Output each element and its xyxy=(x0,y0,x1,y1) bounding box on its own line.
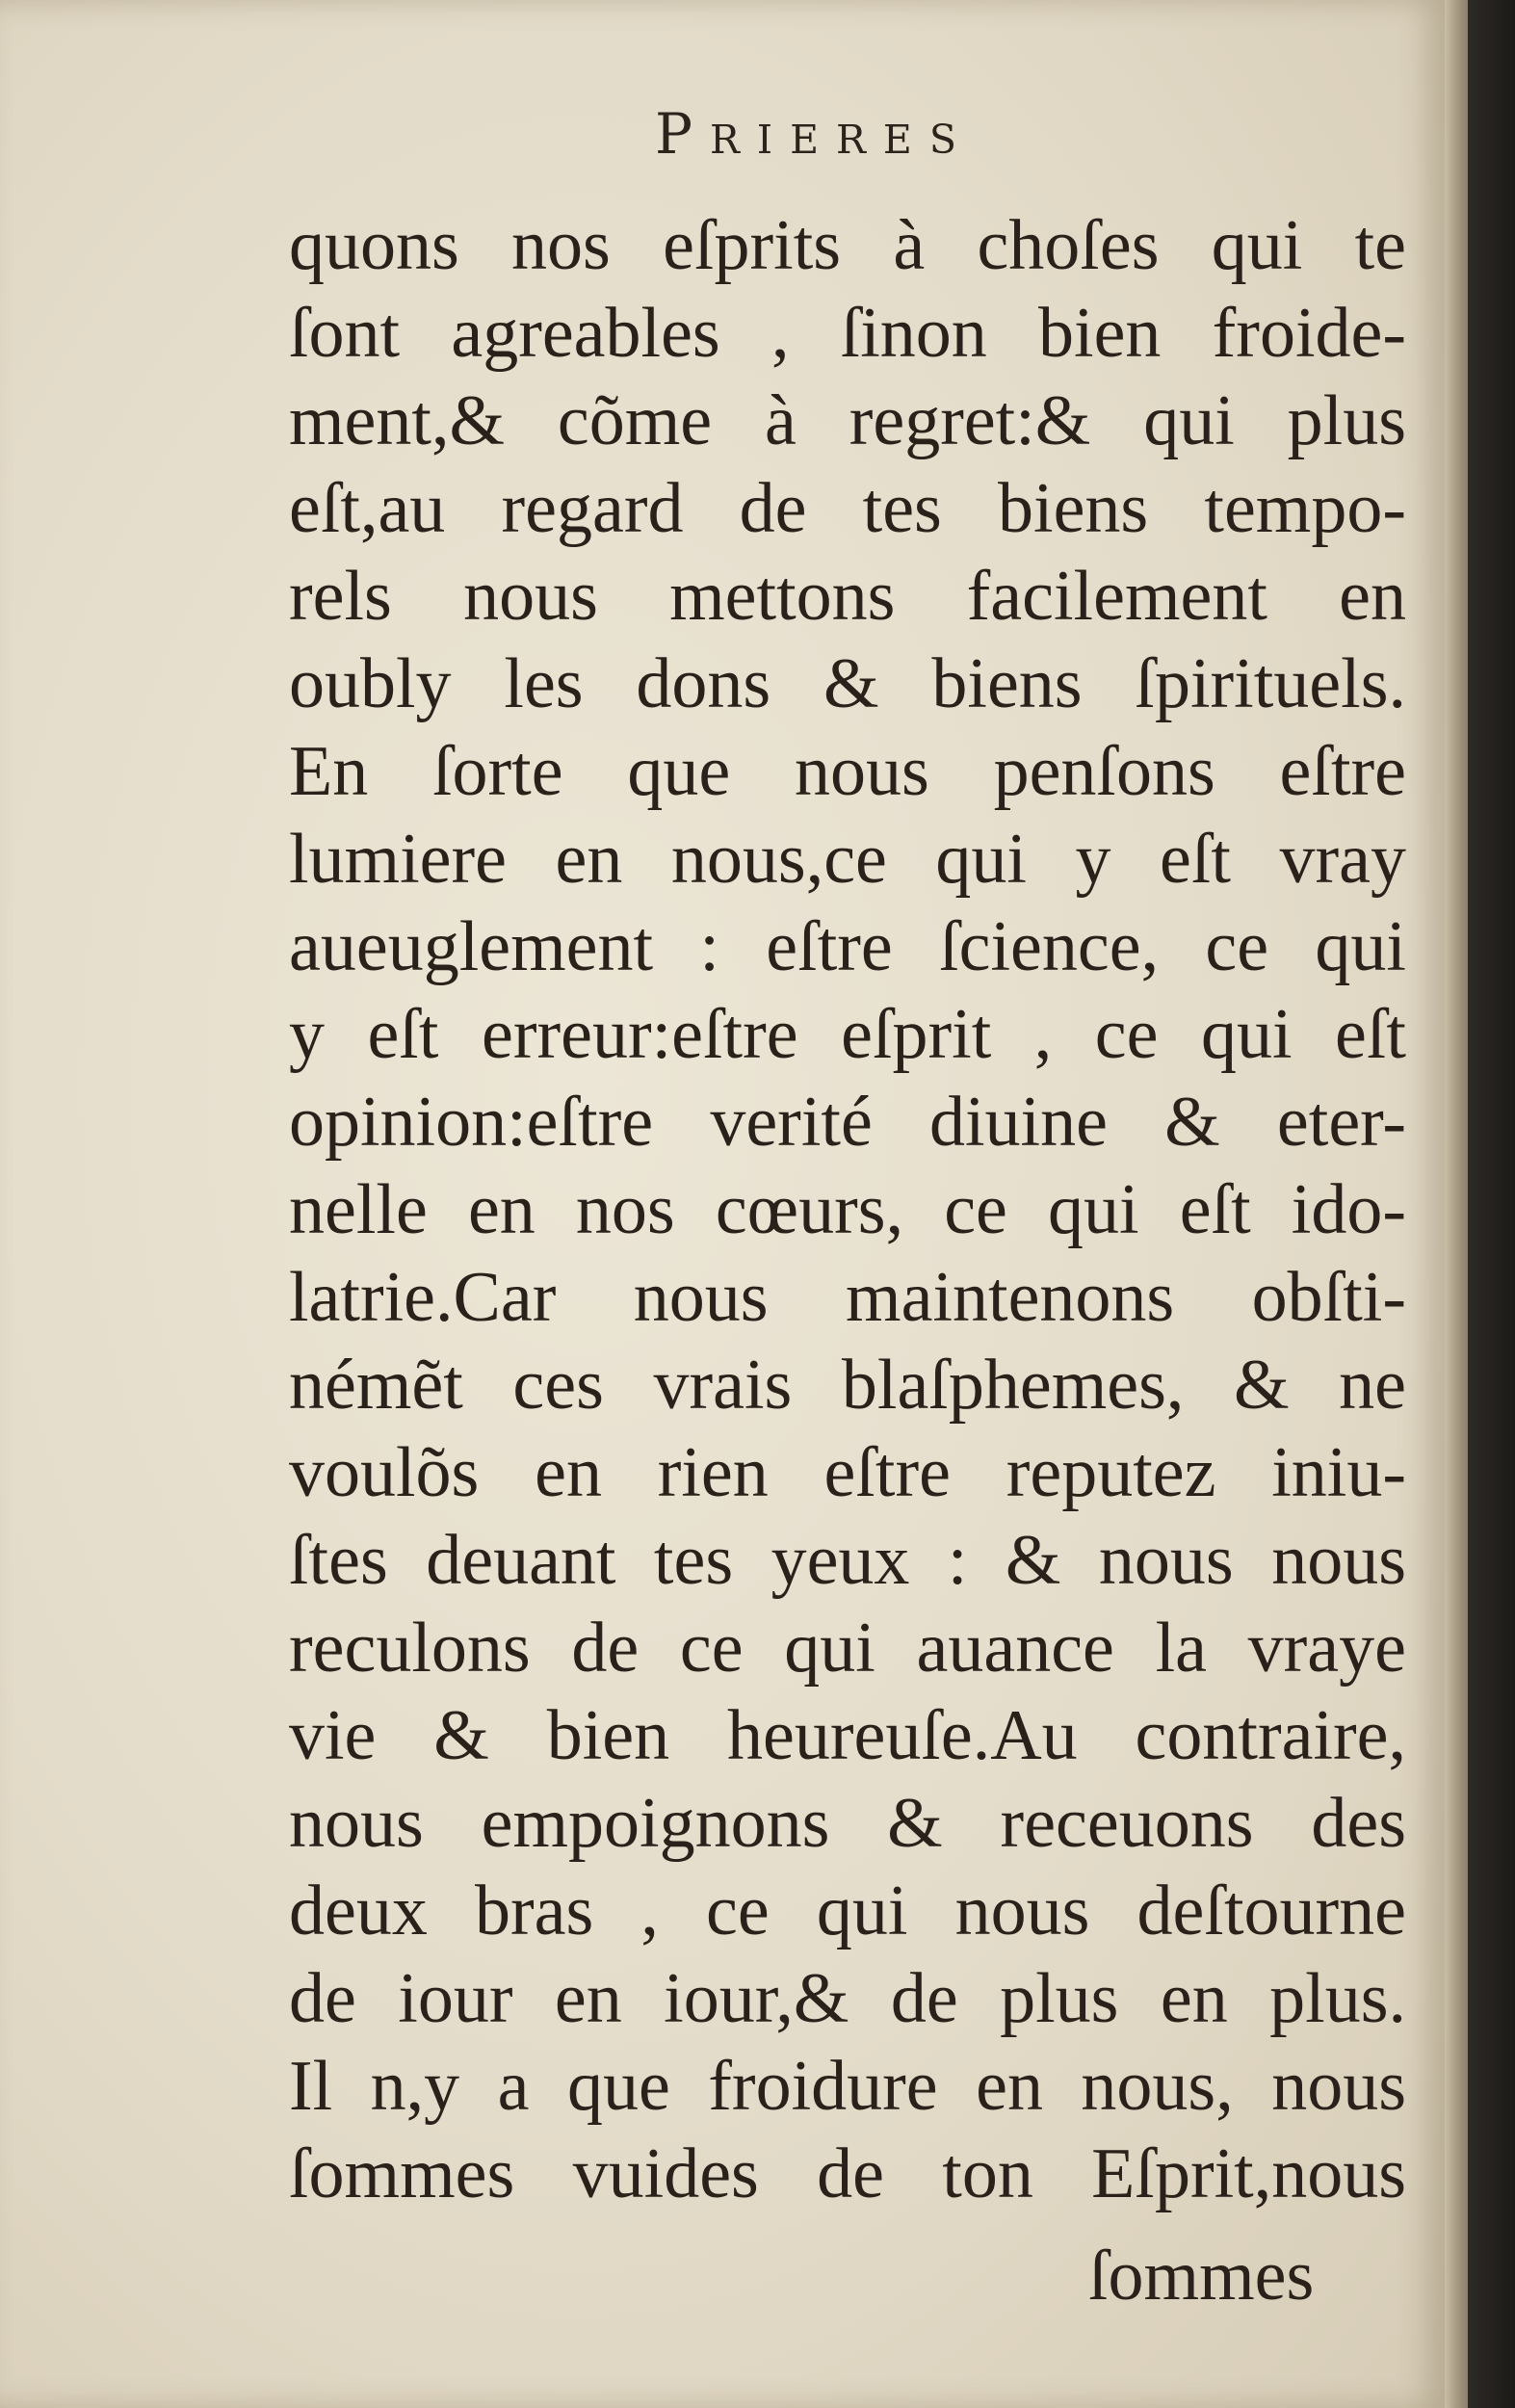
text-line: reculons de ce qui auance la vraye xyxy=(289,1609,1406,1688)
text-line: aueuglement : eſtre ſcience, ce qui xyxy=(289,907,1406,986)
text-line: voulõs en rien eſtre reputez iniu- xyxy=(289,1433,1406,1512)
catchword: ſommes xyxy=(1088,2237,1315,2316)
text-line: oubly les dons & biens ſpirituels. xyxy=(289,644,1406,723)
text-line: deux bras , ce qui nous deſtourne xyxy=(289,1871,1406,1950)
text-line: némẽt ces vrais blaſphemes, & ne xyxy=(289,1346,1406,1425)
page-edge xyxy=(1445,0,1468,2408)
text-line: ſont agreables , ſinon bien froide- xyxy=(289,294,1406,373)
text-line: rels nous mettons facilement en xyxy=(289,557,1406,636)
book-binding xyxy=(1468,0,1515,2408)
text-line: Il n,y a que froidure en nous, nous xyxy=(289,2047,1406,2126)
running-head: Prieres xyxy=(655,101,974,167)
text-line: opinion:eſtre verité diuine & eter- xyxy=(289,1083,1406,1162)
text-line: quons nos eſprits à choſes qui te xyxy=(289,206,1406,285)
text-line: vie & bien heureuſe.Au contraire, xyxy=(289,1696,1406,1775)
text-line: ment,& cõme à regret:& qui plus xyxy=(289,381,1406,460)
text-line: nelle en nos cœurs, ce qui eſt ido- xyxy=(289,1170,1406,1249)
text-line: de iour en iour,& de plus en plus. xyxy=(289,1959,1406,2038)
text-line: eſt,au regard de tes biens tempo- xyxy=(289,469,1406,548)
text-line: latrie.Car nous maintenons obſti- xyxy=(289,1258,1406,1337)
text-line: nous empoignons & receuons des xyxy=(289,1784,1406,1863)
text-line: lumiere en nous,ce qui y eſt vray xyxy=(289,820,1406,899)
text-line: y eſt erreur:eſtre eſprit , ce qui eſt xyxy=(289,995,1406,1074)
text-line: En ſorte que nous penſons eſtre xyxy=(289,732,1406,811)
text-line: ſtes deuant tes yeux : & nous nous xyxy=(289,1521,1406,1600)
text-block xyxy=(289,202,1406,2218)
text-line: ſommes vuides de ton Eſprit,nous xyxy=(289,2134,1406,2213)
